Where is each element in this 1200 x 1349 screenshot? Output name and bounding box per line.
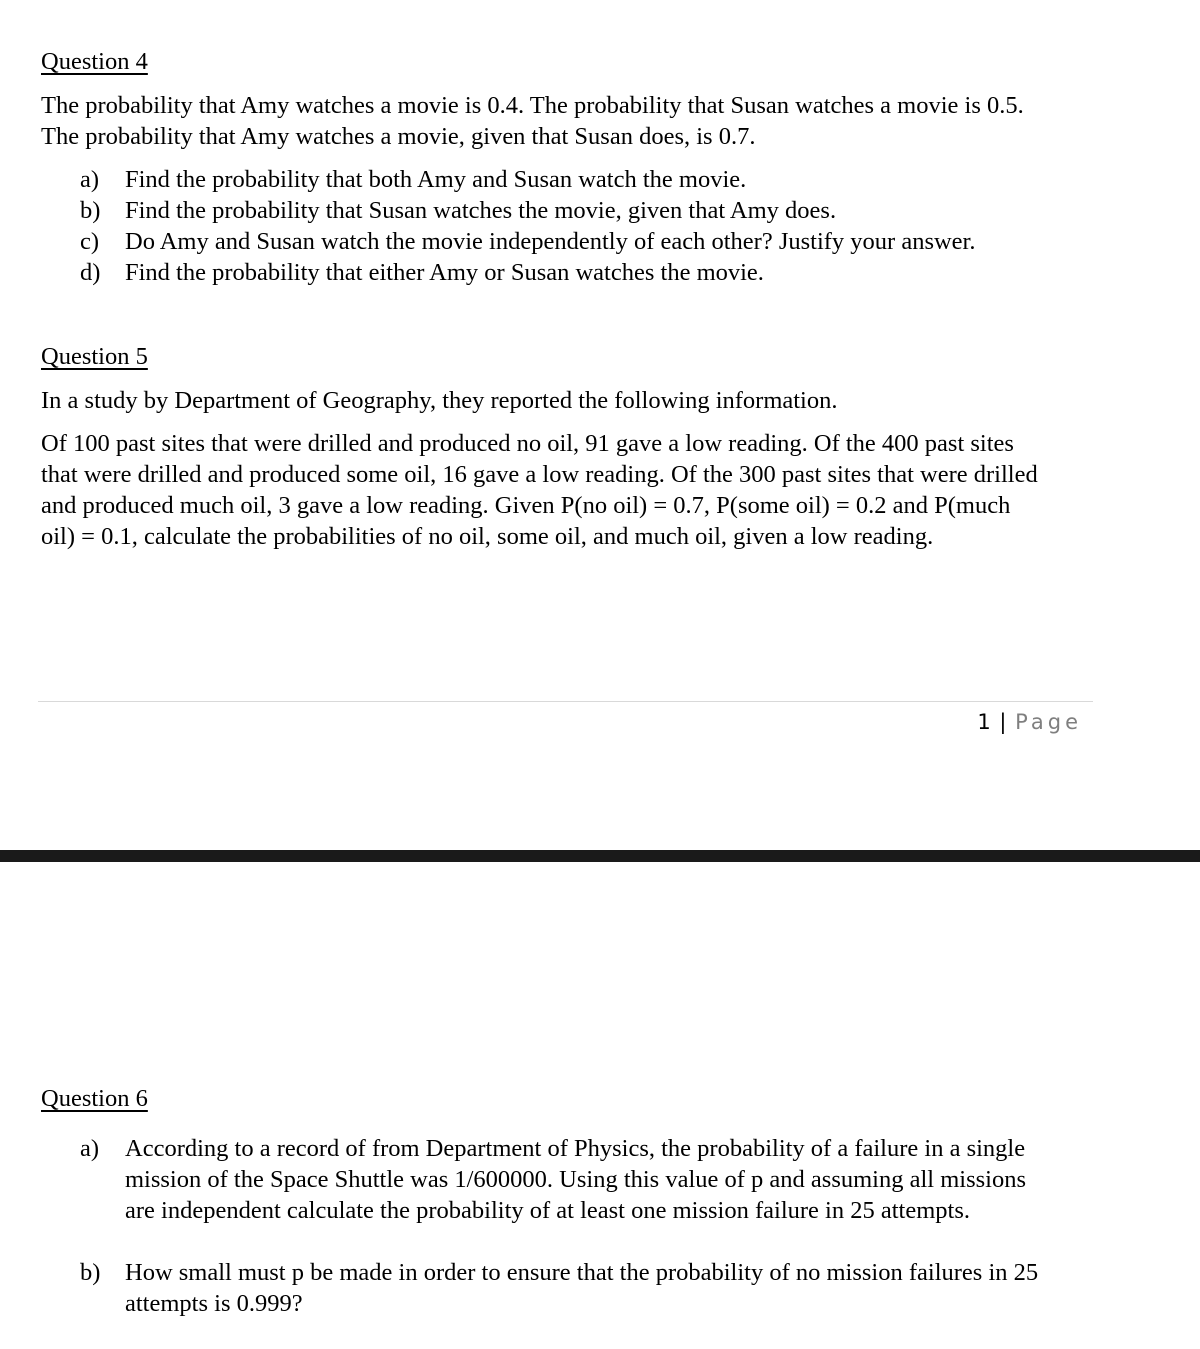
part-text: Find the probability that both Amy and Susan watch the movie. [125,166,747,193]
question-5-intro [41,385,1091,416]
text-line: that were drilled and produced some oil, 16 gave a low reading. Of the 300 past sites that were drilled [41,461,1038,488]
page-number [977,707,1082,738]
question-4-part-b [80,195,1090,226]
question-4-intro [41,90,1091,152]
part-label: b) [80,1259,101,1286]
page-number-value: 1 [977,710,992,734]
text-line: and produced much oil, 3 gave a low reading. Given P(no oil) = 0.7, P(some oil) = 0.2 and P(much [41,492,1011,519]
question-4-part-a [80,164,1090,195]
text-line: In a study by Department of Geography, they reported the following information. [41,387,838,414]
part-label: a) [80,1135,100,1162]
part-text: Find the probability that either Amy or Susan watches the movie. [125,259,764,286]
part-text: Do Amy and Susan watch the movie independently of each other? Justify your answer. [125,228,976,255]
question-4-parts [80,164,1090,288]
question-4-part-d [80,257,1090,288]
part-label: a) [80,166,100,193]
question-6-heading: Question 6 [41,1085,148,1112]
part-text: Find the probability that Susan watches the movie, given that Amy does. [125,197,837,224]
question-6-part-a [80,1133,1090,1226]
question-5-body [41,428,1091,552]
text-line: The probability that Amy watches a movie, given that Susan does, is 0.7. [41,123,756,150]
question-5-heading: Question 5 [41,343,148,370]
part-label: b) [80,197,101,224]
part-label: c) [80,228,100,255]
text-line: Of 100 past sites that were drilled and produced no oil, 91 gave a low reading. Of the 400 past sites [41,430,1014,457]
text-line: The probability that Amy watches a movie is 0.4. The probability that Susan watches a movie is 0.5. [41,92,1024,119]
part-label: d) [80,259,101,286]
question-6-parts [80,1133,1090,1319]
part-text: How small must p be made in order to ensure that the probability of no mission failures in 25 [125,1259,1039,1286]
question-6-part-b [80,1257,1090,1319]
footer-divider [38,701,1093,702]
text-line: oil) = 0.1, calculate the probabilities of no oil, some oil, and much oil, given a low reading. [41,523,934,550]
part-text: are independent calculate the probability of at least one mission failure in 25 attempts. [125,1197,970,1224]
page-word: Page [1015,710,1082,734]
part-text: attempts is 0.999? [125,1290,303,1317]
page-break [0,850,1200,862]
page-number-separator: | [999,710,1008,734]
part-text: mission of the Space Shuttle was 1/600000. Using this value of p and assuming all missions [125,1166,1026,1193]
question-4-part-c [80,226,1090,257]
question-4-heading: Question 4 [41,48,148,75]
part-text: According to a record of from Department of Physics, the probability of a failure in a single [125,1135,1026,1162]
